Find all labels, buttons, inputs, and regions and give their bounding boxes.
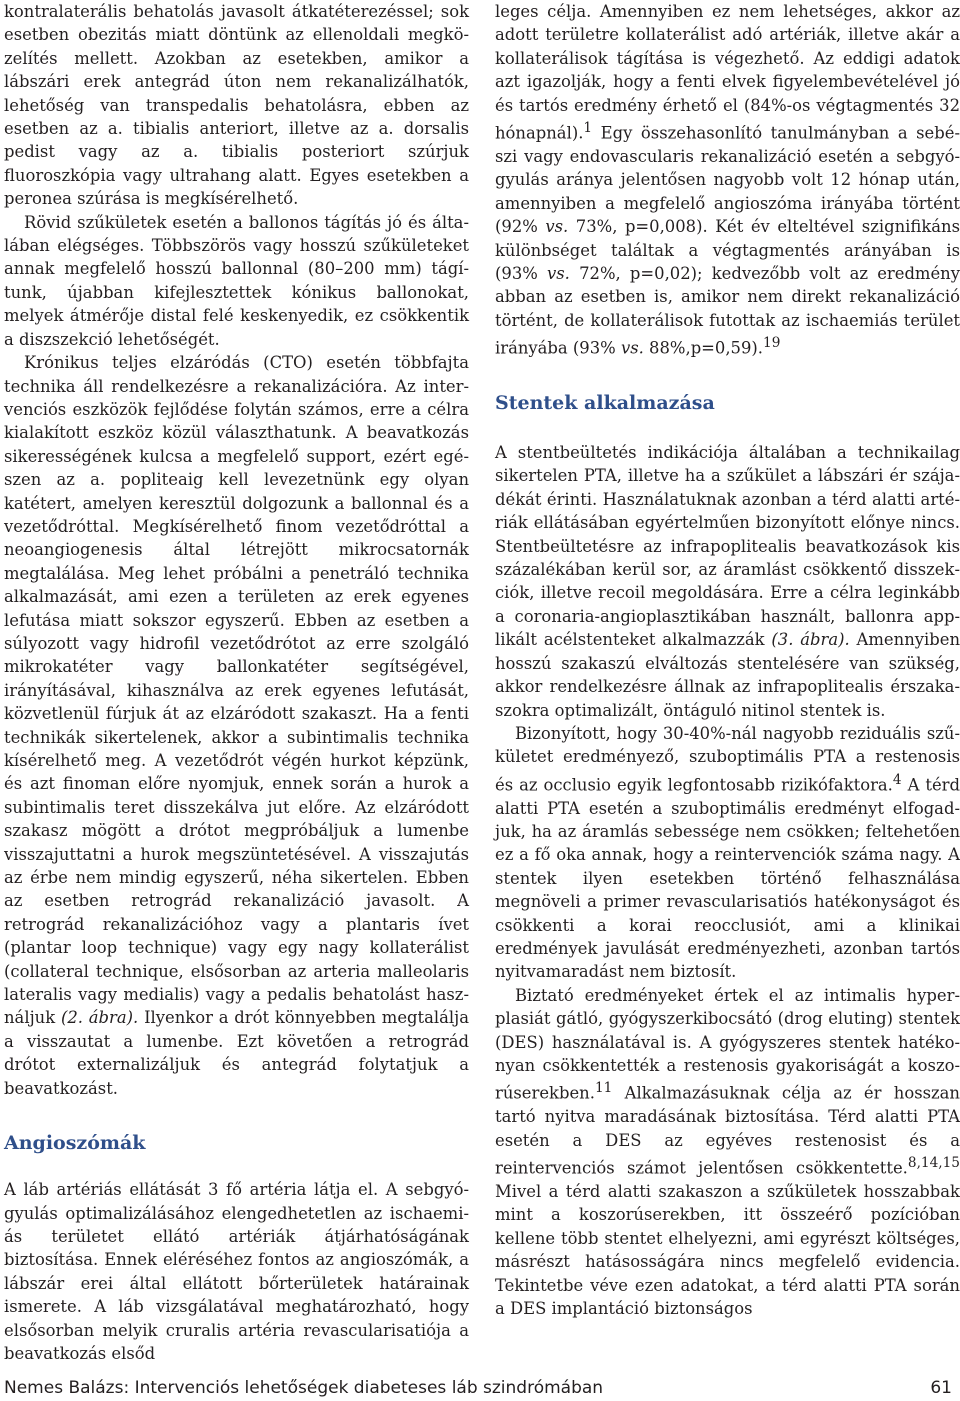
paragraph-stent-indication: A stentbeültetés indikációja általában a technikailag sikertelen PTA, illetve ha a szűkület a lábszári ér szájadékát érinti. Használatuknak azonban a térd alatti artériák ellátásában egyértelműen bizonyított előnye nincs. Stentbeültetésre az infrapoplitealis beavatkozások kis százalékában kerül sor, az áramlást csökkentő disszekciók, illetve recoil megoldására. Erre a célra leginkább a coronaria-angioplasztikában használt, ballonra applikált acélstenteket alkalmazzák (3. ábra). Amennyiben hosszú szakaszú elváltozás stentelésére van szükség, akkor rendelkezésre állnak az infrapoplitealis érszakaszokra optimalizált, öntáguló nitinol stentek is.: [495, 443, 960, 720]
page-number: 61: [930, 1378, 952, 1398]
paragraph-angiosomak: A láb artériás ellátását 3 fő artéria látja el. A sebgyógyulás optimalizálásához elengedhetetlen az ischaemiás területet ellátó artériák átjárhatóságának biztosítása. Ennek eléréséhez fontos az angioszómák, a lábszár erei által ellátott bőrterületek határainak ismerete. A láb vizsgálatával meghatározható, hogy elsősorban melyik cruralis artéria revascularisatiója a beavatkozás elsőd: [4, 1180, 469, 1363]
paragraph-angiosoma-results: leges célja. Amennyiben ez nem lehetséges, akkor az adott területre kollaterálist adó artériák, illetve akár a kollaterálisok tágítása is végezhető. Az eddigi adatok azt igazolják, hogy a fenti elvek figyelembevételével jó és tartós eredmény érhető el (84%-os végtagmentés 32 hónapnál).$^1$ Egy összehasonlító tanulmányban a sebészi vagy endovascularis rekanalizáció esetén a sebgyógyulás aránya jelentősen nagyobb volt 12 hónap után, amennyiben a megfelelő angioszóma irányába történt (92% vs. 73%, p=0,008). Két év elteltével szignifikáns különbséget találtak a végtagmentés arányában is (93% vs. 72%, p=0,02); kedvezőbb volt az eredmény abban az esetben is, amikor nem direkt rekanalizáció történt, de kollaterálisok futottak az ischaemiás terület irányába (93% vs. 88%,p=0,59).$^{19}$: [495, 2, 960, 358]
figure-reference-3: (3. ábra).: [771, 630, 850, 650]
citation: 19: [763, 335, 781, 352]
running-title: Nemes Balázs: Intervenciós lehetőségek diabeteses láb szindrómában: [4, 1378, 604, 1398]
citation: 8,14,15: [907, 1155, 960, 1172]
paragraph-cto: Krónikus teljes elzáródás (CTO) esetén többfajta technika áll rendelkezésre a rekanalizációra. Az intervenciós eszközök fejlődése folytán számos, erre a célra kialakított eszköz közül választhatunk. A beavatkozás sikerességének kulcsa a megfelelő support, ezért egészen az a. popliteaig kell levezetnünk egy olyan katétert, amelyen keresztül dolgozunk a ballonnal és a vezetődróttal. Megkísérelhető finom vezetődróttal a neoangiogenesis által létrejött mikrocsatornák megtalálása. Meg lehet próbálni a penetráló technika alkalmazását, ami ezen a területen az erek egyenes lefutása miatt sokszor egyszerű. Ebben az esetben a súlyozott vagy hidrofil vezetődrótot az erre szolgáló mikrokatéter vagy ballonkatéter segítségével, irányításával, kihasználva az erek egyenes lefutását, közvetlenül fúrjuk át az elzáródott szakaszt. Ha a fenti technikák sikertelenek, akkor a subintimalis technika kísérelhető meg. A vezetődrót végén hurkot képzünk, és azt finoman előre nyomjuk, ennek során a hurok a subintimalis teret disszekálva jut előre. Az elzáródott szakasz mögött a drótot megpróbáljuk a lumenbe visszajuttatni a hurok megszüntetésével. A visszajutás az érbe nem mindig egyszerű, néha sikertelen. Ebben az esetben retrográd rekanalizáció javasolt. A retrográd rekanalizációhoz vagy a plantaris ívet (plantar loop technique) vagy egy nagy kollaterálist (collateral technique, elsősorban az arteria malleolaris lateralis vagy medialis) vagy a pedalis behatolást használjuk (2. ábra). Ilyenkor a drót könnyebben megtalálja a visszautat a lumenbe. Ezt követően a retrográd drótot externalizáljuk és antegrád folytatjuk a beavatkozást.: [4, 353, 469, 1098]
paragraph-des: Biztató eredményeket értek el az intimalis hyperplasiát gátló, gyógyszerkibocsátó (drog eluting) stentek (DES) használatával is. A gyógyszeres stentek hatékonyan csökkentették a restenosis gyakoriságát a koszorúserekben.$^{11}$ Alkalmazásuknak célja az ér hosszan tartó nyitva maradásának biztosítása. Térd alatti PTA esetén a DES az egyéves restenosist és a reintervenciós számot jelentősen csökkentette.$^{8,14,15}$ Mivel a térd alatti szakaszon a szűkületek hosszabbak mint a koszorúserekben, itt összeérő pozícióban kellene több stentet elhelyezni, ami egyrészt költséges, másrészt hatásosságára nincs megfelelő evidencia. Tekintetbe véve ezen adatokat, a térd alatti PTA során a DES implantáció biztonságos: [495, 985, 960, 1319]
citation: 4: [892, 771, 902, 788]
left-column: [4, 0, 469, 1365]
figure-reference-2: (2. ábra).: [60, 1008, 139, 1028]
section-heading-angiosomak: Angioszómák: [4, 1132, 146, 1155]
citation: 11: [594, 1080, 613, 1097]
right-column: [495, 0, 960, 1320]
paragraph-transpedal: kontralaterális behatolás javasolt átkatéterezéssel; sok esetben obezitás miatt döntünk az ellenoldali megközelítés mellett. Azokban az esetekben, amikor a lábszári erek antegrád úton nem rekanalizálhatók, lehetőség van transpedalis behatolásra, ebben az esetben az a. tibialis anteriort, illetve az a. dorsalis pedist vagy az a. tibialis posteriort szúrjuk fluoroszkópia vagy ultrahang alatt. Egyes esetekben a peronea szúrása is megkísérelhető.: [4, 2, 469, 209]
paragraph-suboptimal-pta: Bizonyított, hogy 30-40%-nál nagyobb reziduális szűkületet eredményező, szuboptimális PTA a restenosis és az occlusio egyik legfontosabb rizikófaktora.$^4$ A térd alatti PTA esetén a szuboptimális eredményt elfogadjuk, ha az áramlás sebessége nem csökken; feltehetően ez a fő oka annak, hogy a reintervenciók száma nagy. A stentek ilyen esetekben történő felhasználása megnöveli a primer revascularisatiós hatékonyságot és csökkenti a korai reocclusiót, ami a klinikai eredmények javulását eredményezheti, azonban tartós nyitvamaradást nem biztosít.: [495, 723, 960, 982]
page-footer: [4, 1378, 952, 1398]
paragraph-ballon: Rövid szűkületek esetén a ballonos tágítás jó és általában elégséges. Többszörös vagy hosszú szűkületeket annak megfelelő hosszú ballonnal (80–200 mm) tágítunk, újabban kifejlesztettek kónikus ballonokat, melyek átmérője distal felé keskenyedik, ez csökkentik a diszszekció lehetőségét.: [4, 212, 469, 349]
citation: 1: [583, 120, 593, 137]
section-heading-stentek: Stentek alkalmazása: [495, 392, 715, 415]
